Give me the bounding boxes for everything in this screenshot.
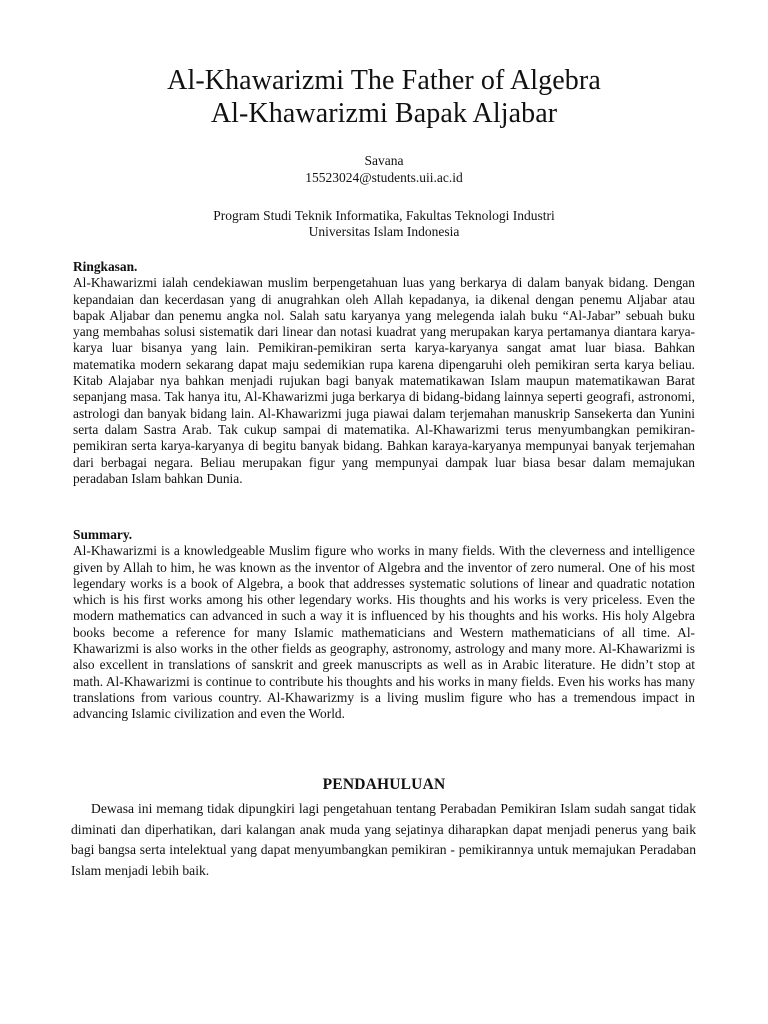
author-name: Savana bbox=[364, 153, 404, 168]
abstract-english-body: Al-Khawarizmi is a knowledgeable Muslim figure who works in many fields. With the cleverness and intelligence given by Allah to him, he was known as the inventor of Algebra and the inventor of zero numeral. One of his most legendary works is a book of Algebra, a book that addresses systematic solutions of linear and quadratic notation which is his first works among his other legendary works. His thoughts and his works is very priceless. Even the modern mathematics can advanced in such a way it is influenced by his thoughts and his works. His holy Algebra books become a reference for many Islamic mathematicians and Western mathematicians of all time. Al-Khawarizmi is also works in the other fields as geography, astronomy, astrology and many more. Al-Khawarizmi is also excellent in translations of sanskrit and greek manuscripts as well as in Arabic literature. He didn’t stop at math. Al-Khawarizmi is continue to contribute his thoughts and his works in many fields. Even his works has many translations from various country. Al-Khawarizmy is a living muslim figure who has a tremendous impact in advancing Islamic civilization and even the World. bbox=[73, 543, 695, 722]
abstract-indonesian bbox=[73, 259, 695, 487]
paper-title-indonesian: Al-Khawarizmi Bapak Aljabar bbox=[210, 98, 558, 129]
section-heading-introduction: PENDAHULUAN bbox=[322, 776, 446, 793]
section-body-introduction: Dewasa ini memang tidak dipungkiri lagi pengetahuan tentang Perabadan Pemikiran Islam sudah sangat tidak diminati dan diperhatikan, dari kalangan anak muda yang sejatinya diharapkan dapat menjadi penerus yang baik bagi bangsa serta intelektual yang dapat menyumbangkan pemikiran - pemikirannya untuk memajukan Peradaban Islam menjadi lebih baik. bbox=[71, 801, 696, 878]
affiliation-program: Program Studi Teknik Informatika, Fakultas Teknologi Industri bbox=[213, 208, 555, 223]
abstract-indonesian-heading: Ringkasan. bbox=[73, 259, 138, 274]
abstract-indonesian-body: Al-Khawarizmi ialah cendekiawan muslim berpengetahuan luas yang berkarya di dalam banyak bidang. Dengan kepandaian dan kecerdasan yang di anugrahkan oleh Allah kepadanya, ia dikenal dengan penemu Aljabar atau bapak Aljabar dan penemu angka nol. Salah satu karyanya yang melegenda ialah buku “Al-Jabar” sebuah buku yang membahas solusi sistematik dari linear dan notasi kuadrat yang merupakan karya pertamanya diantara karya-karya luar bisanya yang lain. Pemikiran-pemikiran serta karya-karyanya sangat amat luar biasa. Bahkan matematika modern sekarang dapat maju sedemikian rupa karena dipengaruhi oleh pemikiran serta karya beliau. Kitab Alajabar nya bahkan menjadi rujukan bagi banyak matematikawan Islam maupun matematikawan Barat sepanjang masa. Tak hanya itu, Al-Khawarizmi juga berkarya di bidang-bidang lainnya seperti geografi, astronomi, astrologi dan banyak bidang lain. Al-Khawarizmi juga piawai dalam terjemahan manuskrip Sansekerta dan Yunini serta dalam Sastra Arab. Tak cukup sampai di matematika. Al-Khawarizmi terus menyumbangkan pemikiran-pemikiran serta karya-karyanya di begitu banyak bidang. Bahkan karaya-karyanya mempunyai banyak terjemahan dari berbagai negara. Beliau merupakan figur yang mempunyai dampak luar biasa besar dalam memajukan peradaban Islam bahkan Dunia. bbox=[73, 275, 695, 486]
abstract-english-heading: Summary. bbox=[73, 527, 133, 542]
affiliation-university: Universitas Islam Indonesia bbox=[308, 224, 460, 239]
paper-title-english: Al-Khawarizmi The Father of Algebra bbox=[167, 65, 601, 96]
author-email: 15523024@students.uii.ac.id bbox=[305, 170, 463, 185]
abstract-english bbox=[73, 527, 695, 723]
